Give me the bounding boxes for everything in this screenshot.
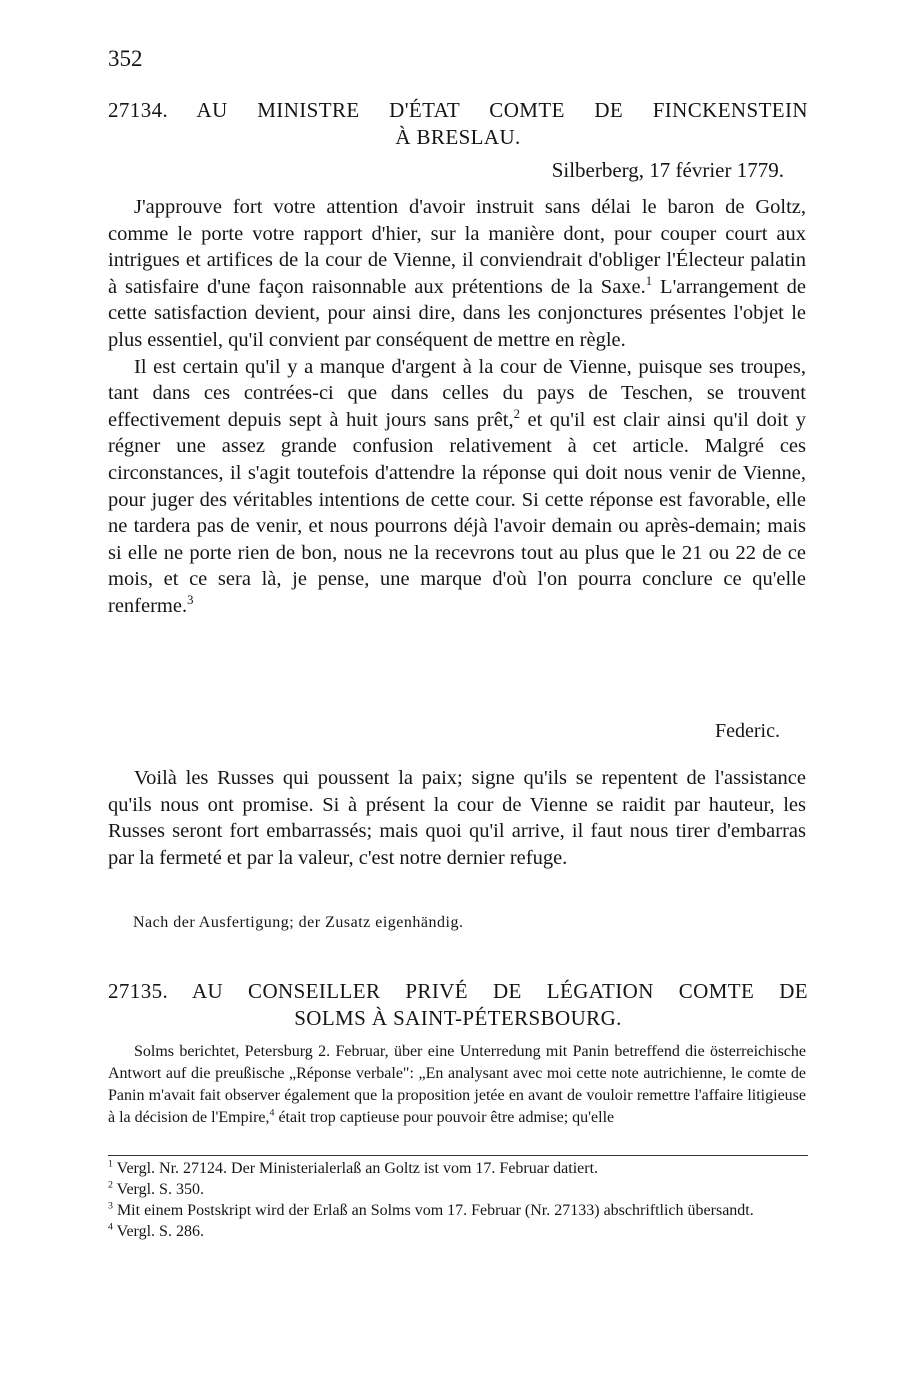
- letter-heading-27134: [108, 97, 808, 151]
- footnote-ref: 3: [187, 593, 194, 608]
- footnote-ref: 2: [513, 406, 520, 421]
- letter-heading-27135: [108, 978, 808, 1032]
- paragraph: [108, 354, 806, 620]
- page-number: 352: [108, 46, 143, 71]
- paragraph: Voilà les Russes qui poussent la paix; signe qu'ils se repentent de l'assistance qu'ils nous ont promise. Si à présent la cour de Vienne se raidit par hauteur, les Russes seront fort embarrassés; mais quoi qu'il arrive, il faut nous tirer d'embarras par la fermeté et par la valeur, c'est notre dernier refuge.: [108, 767, 806, 869]
- footnote-mark: 4: [108, 1221, 113, 1233]
- text-run: J'approuve fort votre attention d'avoir instruit sans délai le baron de Goltz, comme le porte votre rapport d'hier, sur la manière dont, pour couper court aux intrigues et artifices de la cour de Vienne, il conviendrait d'obliger l'Électeur palatin à satisfaire d'une façon raisonnable aux prétentions de la Saxe.: [108, 196, 806, 298]
- summary-paragraph: [108, 1041, 806, 1129]
- footnote-text: Vergl. S. 286.: [116, 1223, 204, 1240]
- footnotes: [108, 1158, 808, 1242]
- footnote-mark: 2: [108, 1179, 113, 1191]
- footnote-text: Mit einem Postskript wird der Erlaß an Solms vom 17. Februar (Nr. 27133) abschriftlich übersandt.: [116, 1202, 754, 1219]
- heading-line: À BRESLAU.: [395, 125, 521, 149]
- paragraph: [108, 194, 806, 354]
- footnote-mark: 3: [108, 1200, 113, 1212]
- autograph-addendum: [108, 765, 806, 871]
- footnote: [108, 1200, 808, 1221]
- footnote-ref: 4: [269, 1107, 275, 1119]
- text-run: Solms berichtet, Petersburg 2. Februar, über eine Unterredung mit Panin betreffend die österreichische Antwort auf die preußische „Réponse verbale": „En analysant avec moi cette note autrichienne, le comte de Panin m'avait fait observer également que la proposition jetée en avant de vouloir remettre l'affaire litigieuse à la décision de l'Empire,: [108, 1043, 806, 1126]
- source-note: Nach der Ausfertigung; der Zusatz eigenhändig.: [133, 914, 464, 931]
- heading-line: SOLMS À SAINT-PÉTERSBOURG.: [294, 1006, 622, 1030]
- footnote-text: Vergl. Nr. 27124. Der Ministerialerlaß an Goltz ist vom 17. Februar datiert.: [116, 1160, 599, 1177]
- footnote-text: Vergl. S. 350.: [116, 1181, 204, 1198]
- footnote-mark: 1: [108, 1158, 113, 1170]
- footnote: [108, 1179, 808, 1200]
- text-run: Il est certain qu'il y a manque d'argent à la cour de Vienne, puisque ses troupes, tant dans ces contrées-ci que dans celles du pays de Teschen, se trouvent effectivement depuis sept à huit jours sans prêt,: [108, 355, 806, 431]
- footnote-ref: 1: [645, 273, 653, 288]
- letter-body-27134: [108, 194, 806, 620]
- place-date: Silberberg, 17 février 1779.: [551, 158, 784, 182]
- footnote: [108, 1158, 808, 1179]
- heading-line: 27135. AU CONSEILLER PRIVÉ DE LÉGATION COMTE DE: [108, 979, 808, 1003]
- signature: Federic.: [715, 720, 780, 742]
- heading-line: 27134. AU MINISTRE D'ÉTAT COMTE DE FINCKENSTEIN: [108, 98, 808, 122]
- paragraph: [108, 1041, 806, 1129]
- footnote-rule: [108, 1155, 808, 1156]
- text-run: L'arrangement de cette satisfaction devient, pour ainsi dire, dans les conjonctures présentes l'objet le plus essentiel, qu'il convient par conséquent de mettre en règle.: [108, 275, 806, 351]
- footnote: [108, 1221, 808, 1242]
- text-run: et qu'il est clair ainsi qu'il doit y régner une assez grande confusion relativement à cet article. Malgré ces circonstances, il s'agit toutefois d'attendre la réponse qui doit nous venir de Vienne, pour juger des véritables intentions de cette cour. Si cette réponse est favorable, elle ne tardera pas de venir, et nous pourrons déjà l'avoir demain ou après-demain; mais si elle ne porte rien de bon, nous ne la recevrons tout au plus que le 21 ou 22 de ce mois, et ce sera là, je pense, une marque d'où l'on pourra conclure ce qu'elle renferme.: [108, 408, 806, 617]
- text-run: était trop captieuse pour pouvoir être admise; qu'elle: [274, 1109, 615, 1126]
